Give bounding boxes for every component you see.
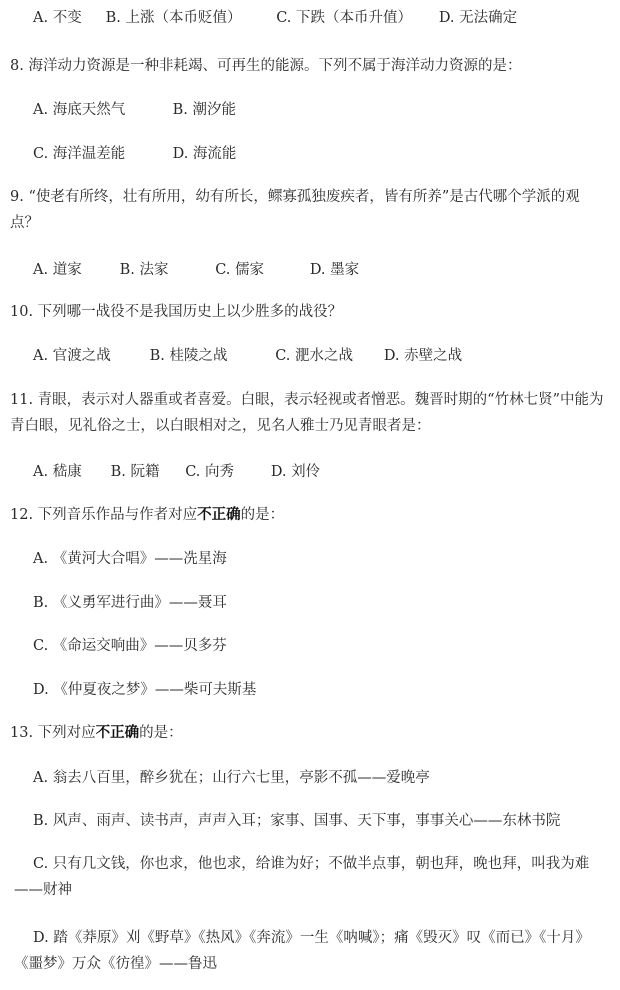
q13-stem-text: 13. 下列对应 <box>10 725 96 741</box>
q8-option-d: D. 海流能 <box>172 146 237 162</box>
q11-options <box>33 462 320 482</box>
q8-option-c: C. 海洋温差能 <box>33 146 126 162</box>
q9-option-b: B. 法家 <box>119 262 169 278</box>
q7-option-b: B. 上涨（本币贬值） <box>105 10 242 26</box>
q11-option-c: C. 向秀 <box>185 464 235 480</box>
q11-stem: 11. 青眼，表示对人器重或者喜爱。白眼，表示轻视或者憎恶。魏晋时期的“竹林七贤”中能为青白眼，见礼俗之士，以白眼相对之，见名人雅士乃见青眼者是： <box>10 392 604 434</box>
q12-stem-text: 12. 下列音乐作品与作者对应 <box>10 507 198 523</box>
q13-option-a: A. 翁去八百里，醉乡犹在；山行六七里，亭影不孤——爱晚亭 <box>33 770 430 786</box>
q11-option-b: B. 阮籍 <box>110 464 160 480</box>
q13-stem-emphasis: 不正确 <box>95 724 140 741</box>
q8-options-row1 <box>33 100 236 120</box>
q13-stem-tail: 的是： <box>139 725 183 741</box>
q13-option-c: C. 只有几文钱，你也求，他也求，给谁为好；不做半点事，朝也拜，晚也拜，叫我为难——财神 <box>14 856 590 898</box>
q7-options <box>33 8 517 28</box>
q9-options <box>33 260 359 280</box>
q13-option-d: D. 踏《莽原》刈《野草》《热风》《奔流》一生《呐喊》；痛《毁灭》叹《而已》《十月》《噩梦》万众《彷徨》——鲁迅 <box>14 930 590 972</box>
q8-options-row2 <box>33 144 236 164</box>
q7-option-a: A. 不变 <box>33 10 82 26</box>
q8-option-b: B. 潮汐能 <box>172 102 236 118</box>
q12-option-a: A. 《黄河大合唱》——冼星海 <box>33 551 227 567</box>
q12-stem-emphasis: 不正确 <box>197 506 241 523</box>
q7-option-c: C. 下跌（本币升值） <box>276 10 413 26</box>
q12-stem <box>10 505 610 525</box>
q12-option-b: B. 《义勇军进行曲》——聂耳 <box>33 595 227 611</box>
q13-stem <box>10 723 610 743</box>
q9-option-a: A. 道家 <box>33 262 82 278</box>
q9-option-d: D. 墨家 <box>309 262 360 278</box>
q8-stem: 8. 海洋动力资源是一种非耗竭、可再生的能源。下列不属于海洋动力资源的是： <box>10 58 522 74</box>
q9-stem: 9. “使老有所终，壮有所用，幼有所长，鳏寡孤独废疾者，皆有所养”是古代哪个学派的观点？ <box>10 189 580 231</box>
q10-options <box>33 346 462 366</box>
q12-option-d: D. 《仲夏夜之梦》——柴可夫斯基 <box>33 682 257 698</box>
q12-stem-tail: 的是： <box>240 507 285 523</box>
q9-option-c: C. 儒家 <box>215 262 265 278</box>
q12-option-c: C. 《命运交响曲》——贝多芬 <box>33 638 227 654</box>
q10-option-a: A. 官渡之战 <box>33 348 111 364</box>
q10-option-d: D. 赤壁之战 <box>383 348 463 364</box>
q10-option-b: B. 桂陵之战 <box>149 348 228 364</box>
q8-option-a: A. 海底天然气 <box>33 102 126 118</box>
q11-option-d: D. 刘伶 <box>270 464 321 480</box>
q10-option-c: C. 淝水之战 <box>275 348 354 364</box>
q7-option-d: D. 无法确定 <box>438 10 518 26</box>
q13-option-b: B. 风声、雨声、读书声，声声入耳；家事、国事、天下事，事事关心——东林书院 <box>33 813 561 829</box>
q11-option-a: A. 嵇康 <box>33 464 82 480</box>
q10-stem: 10. 下列哪一战役不是我国历史上以少胜多的战役？ <box>10 304 343 320</box>
